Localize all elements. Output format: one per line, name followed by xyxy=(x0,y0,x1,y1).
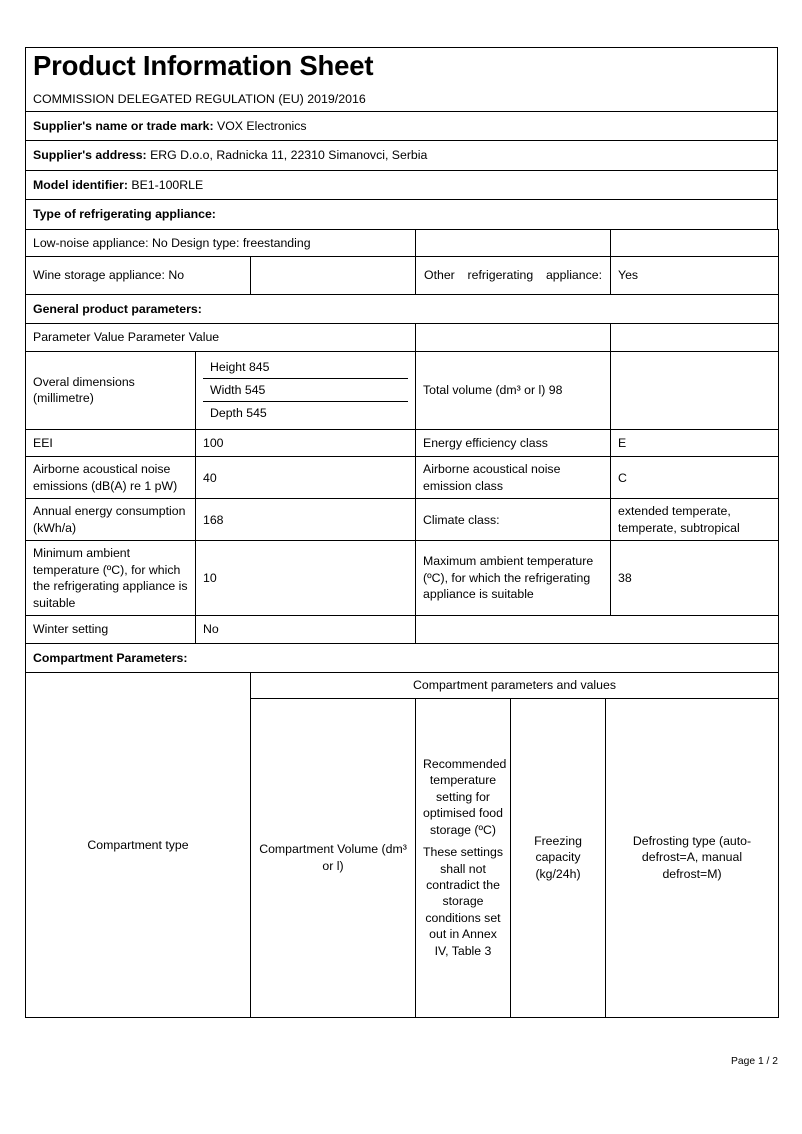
appliance-type-heading: Type of refrigerating appliance: xyxy=(26,200,778,229)
dimension-row-depth xyxy=(203,402,408,425)
dimension-height: Height 845 xyxy=(203,356,408,379)
dimensions-label: Overal dimensions (millimetre) xyxy=(26,351,196,429)
parameter-value-header: Parameter Value Parameter Value xyxy=(26,324,416,351)
table-row xyxy=(26,429,779,456)
supplier-name-label: Supplier's name or trade mark: xyxy=(33,118,214,133)
supplier-name-value: VOX Electronics xyxy=(217,118,307,133)
total-volume-label: Total volume (dm³ or l) 98 xyxy=(416,351,611,429)
general-parameters-heading: General product parameters: xyxy=(26,294,779,323)
wine-storage-cell: Wine storage appliance: No xyxy=(26,257,251,294)
page-footer: Page 1 / 2 xyxy=(731,1056,778,1067)
param-annual-energy-label: Annual energy consumption (kWh/a) xyxy=(26,499,196,541)
dimensions-holder xyxy=(196,351,416,429)
dimensions-inner-table xyxy=(203,356,408,425)
parameter-value-header-row xyxy=(26,324,779,351)
supplier-address-value: ERG D.o.o, Radnicka 11, 22310 Simanovci, Serbia xyxy=(150,148,428,163)
param-annual-energy-value: 168 xyxy=(196,499,416,541)
compartment-parameters-heading: Compartment Parameters: xyxy=(26,643,779,672)
compartment-col-volume: Compartment Volume (dm³ or l) xyxy=(251,698,416,1017)
param-energy-class-label: Energy efficiency class xyxy=(416,429,611,456)
compartment-col-temperature xyxy=(416,698,511,1017)
wine-storage-empty xyxy=(251,257,416,294)
param-noise-label: Airborne acoustical noise emissions (dB(A) re 1 pW) xyxy=(26,457,196,499)
compartment-col-temperature-line2: These settings shall not contradict the storage conditions set out in Annex IV, Table 3 xyxy=(423,845,503,958)
dimension-row-height xyxy=(203,356,408,379)
model-identifier-value: BE1-100RLE xyxy=(131,177,204,192)
product-information-sheet xyxy=(25,47,778,1018)
model-identifier-label: Model identifier: xyxy=(33,177,128,192)
low-noise-empty-1 xyxy=(416,229,611,256)
supplier-name-row xyxy=(26,111,778,140)
appliance-type-table xyxy=(25,229,779,324)
compartment-col-defrosting-type: Defrosting type (auto-defrost=A, manual defrost=M) xyxy=(606,698,779,1017)
param-winter-setting-empty xyxy=(416,616,779,643)
title-table xyxy=(25,47,778,112)
table-row xyxy=(26,457,779,499)
param-noise-class-label: Airborne acoustical noise emission class xyxy=(416,457,611,499)
param-noise-class-value: C xyxy=(611,457,779,499)
supplier-address-label: Supplier's address: xyxy=(33,148,147,163)
param-max-ambient-value: 38 xyxy=(611,541,779,616)
parameter-header-empty-1 xyxy=(416,324,611,351)
param-energy-class-value: E xyxy=(611,429,779,456)
param-max-ambient-label: Maximum ambient temperature (ºC), for which the refrigerating appliance is suitable xyxy=(416,541,611,616)
supplier-address-cell xyxy=(26,141,778,170)
param-winter-setting-value: No xyxy=(196,616,416,643)
param-min-ambient-value: 10 xyxy=(196,541,416,616)
table-row xyxy=(26,499,779,541)
low-noise-row xyxy=(26,229,779,256)
compartment-col-type: Compartment type xyxy=(26,673,251,1017)
param-climate-class-label: Climate class: xyxy=(416,499,611,541)
compartment-col-temperature-line1: Recommended temperature setting for optimised food storage (ºC) xyxy=(423,756,507,837)
total-volume-value xyxy=(611,351,779,429)
model-identifier-cell xyxy=(26,170,778,199)
title-cell xyxy=(26,48,778,112)
table-row xyxy=(26,616,779,643)
param-eei-label: EEI xyxy=(26,429,196,456)
regulation-subtitle: COMMISSION DELEGATED REGULATION (EU) 2019/2016 xyxy=(33,91,366,106)
param-climate-class-value: extended temperate, temperate, subtropical xyxy=(611,499,779,541)
compartment-parameters-heading-row xyxy=(26,643,779,672)
title-row xyxy=(26,48,778,112)
compartment-col-freezing-capacity: Freezing capacity (kg/24h) xyxy=(511,698,606,1017)
model-identifier-row xyxy=(26,170,778,199)
dimensions-row xyxy=(26,351,779,429)
compartment-group-header: Compartment parameters and values xyxy=(251,673,779,698)
low-noise-empty-2 xyxy=(611,229,779,256)
supplier-address-row xyxy=(26,141,778,170)
param-min-ambient-label: Minimum ambient temperature (ºC), for which the refrigerating appliance is suitable xyxy=(26,541,196,616)
dimension-width: Width 545 xyxy=(203,378,408,401)
param-winter-setting-label: Winter setting xyxy=(26,616,196,643)
appliance-type-heading-row xyxy=(26,200,778,229)
table-row xyxy=(26,541,779,616)
param-eei-value: 100 xyxy=(196,429,416,456)
page-title: Product Information Sheet xyxy=(33,50,374,81)
other-refrigerating-value: Yes xyxy=(611,257,779,294)
wine-storage-row xyxy=(26,257,779,294)
supplier-table xyxy=(25,111,778,230)
param-noise-value: 40 xyxy=(196,457,416,499)
dimension-depth: Depth 545 xyxy=(203,402,408,425)
parameter-header-empty-2 xyxy=(611,324,779,351)
compartment-parameters-table xyxy=(25,672,779,1017)
other-refrigerating-label: Other refrigerating appliance: xyxy=(416,257,611,294)
compartment-group-header-row xyxy=(26,673,779,698)
low-noise-cell: Low-noise appliance: No Design type: freestanding xyxy=(26,229,416,256)
supplier-name-cell xyxy=(26,111,778,140)
general-parameters-table xyxy=(25,323,779,673)
general-parameters-heading-row xyxy=(26,294,779,323)
dimension-row-width xyxy=(203,378,408,401)
